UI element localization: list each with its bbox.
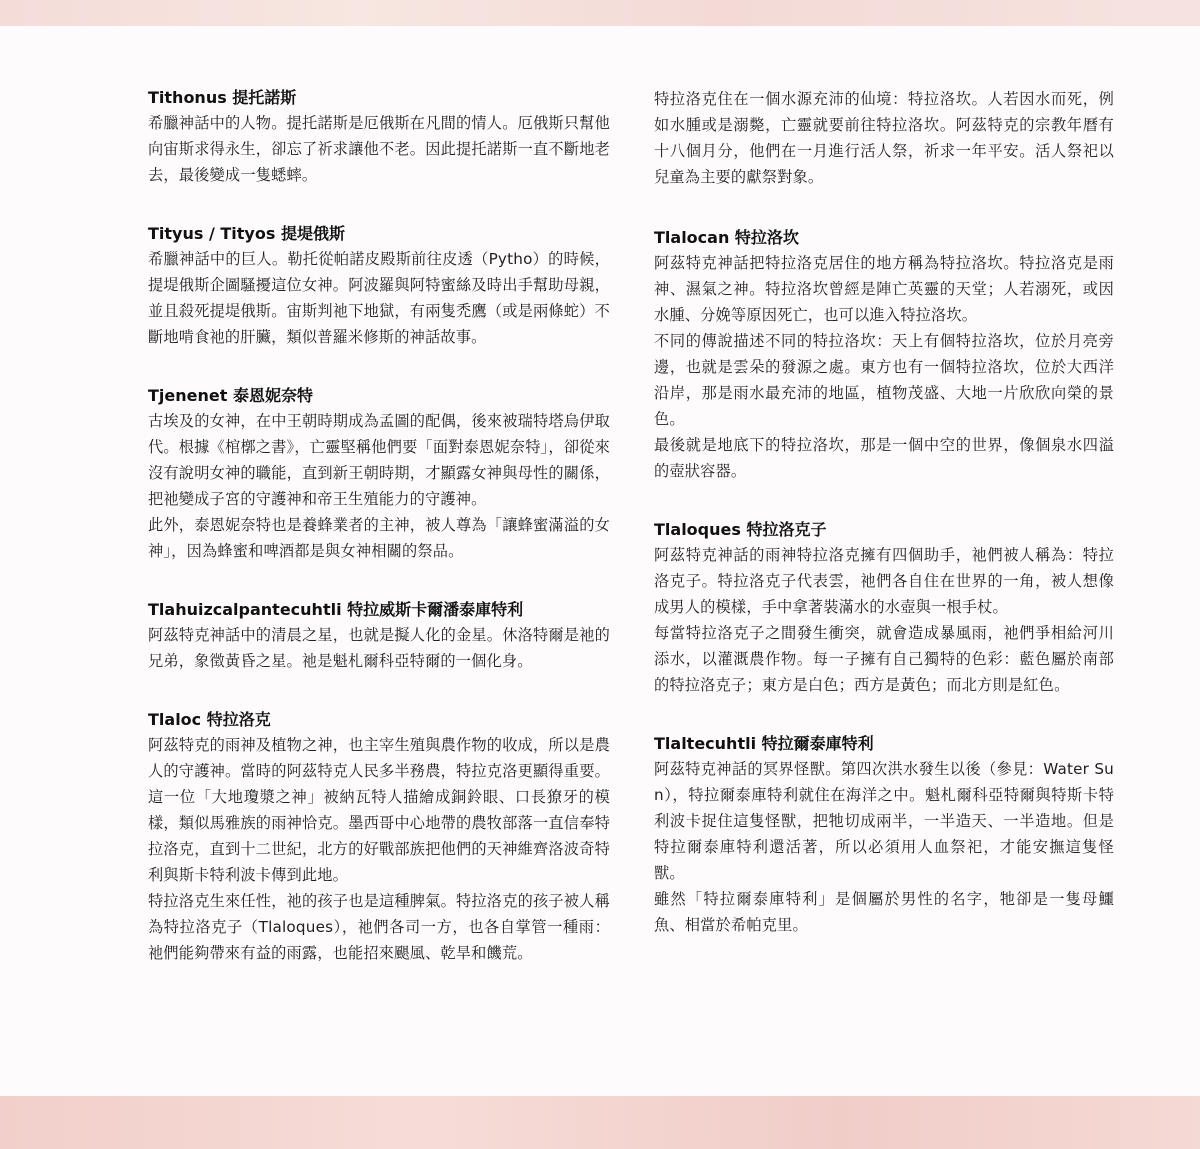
entry-tlahuizcalpantecuhtli — [148, 598, 610, 674]
entry-paragraph: 阿茲特克神話的雨神特拉洛克擁有四個助手，祂們被人稱為：特拉洛克子。特拉洛克子代表雲，祂們各自住在世界的一角，被人想像成男人的模樣，手中拿著裝滿水的水壺與一根手杖。 — [654, 546, 1114, 616]
entry-tlalocan — [654, 226, 1114, 484]
entry-paragraph: 阿茲特克神話把特拉洛克居住的地方稱為特拉洛坎。特拉洛克是雨神、濕氣之神。特拉洛坎曾經是陣亡英靈的天堂；人若溺死，或因水腫、分娩等原因死亡，也可以進入特拉洛坎。 — [654, 254, 1114, 324]
entry-heading: Tlahuizcalpantecuhtli 特拉威斯卡爾潘泰庫特利 — [148, 600, 524, 619]
entry-tlaloques — [654, 518, 1114, 698]
entry-tithonus — [148, 86, 610, 188]
entry-tlaloc — [148, 708, 610, 966]
entry-paragraph: 特拉洛克生來任性，祂的孩子也是這種脾氣。特拉洛克的孩子被人稱為特拉洛克子（Tlaloques），祂們各司一方，也各自掌管一種雨：祂們能夠帶來有益的雨露，也能招來颶風、乾旱和饑荒。 — [148, 892, 610, 962]
entry-heading: Tityus / Tityos 提堤俄斯 — [148, 224, 345, 243]
entry-paragraph: 此外，泰恩妮奈特也是養蜂業者的主神，被人尊為「讓蜂蜜滿溢的女神」，因為蜂蜜和啤酒都是與女神相關的祭品。 — [148, 516, 610, 560]
entry-heading: Tlalocan 特拉洛坎 — [654, 228, 799, 247]
right-column — [654, 86, 1114, 972]
entry-paragraph: 阿茲特克神話的冥界怪獸。第四次洪水發生以後（參見：Water Sun），特拉爾泰庫特利就住在海洋之中。魁札爾科亞特爾與特斯卡特利波卡捉住這隻怪獸，把牠切成兩半，一半造天、一半造地。但是特拉爾泰庫特利還活著，所以必須用人血祭祀，才能安撫這隻怪獸。 — [654, 760, 1114, 882]
entry-heading: Tithonus 提托諾斯 — [148, 88, 297, 107]
entry-tlaltecuhtli — [654, 732, 1114, 938]
entry-paragraph: 古埃及的女神，在中王朝時期成為孟圖的配偶，後來被瑞特塔烏伊取代。根據《棺槨之書》，亡靈堅稱他們要「面對泰恩妮奈特」，卻從來沒有說明女神的職能，直到新王朝時期，才顯露女神與母性的關係，把祂變成子宮的守護神和帝王生殖能力的守護神。 — [148, 412, 610, 508]
bottom-page-edge — [0, 1096, 1200, 1149]
entry-paragraph: 不同的傳說描述不同的特拉洛坎：天上有個特拉洛坎，位於月亮旁邊，也就是雲朵的發源之處。東方也有一個特拉洛坎，位於大西洋沿岸，那是雨水最充沛的地區，植物茂盛、大地一片欣欣向榮的景色。 — [654, 332, 1114, 428]
entry-heading: Tlaloques 特拉洛克子 — [654, 520, 827, 539]
entry-paragraph: 雖然「特拉爾泰庫特利」是個屬於男性的名字，牠卻是一隻母鱷魚、相當於希帕克里。 — [654, 890, 1114, 934]
entry-tityus — [148, 222, 610, 350]
entry-paragraph: 特拉洛克住在一個水源充沛的仙境：特拉洛坎。人若因水而死，例如水腫或是溺斃，亡靈就要前往特拉洛坎。阿茲特克的宗教年曆有十八個月分，他們在一月進行活人祭，祈求一年平安。活人祭祀以兒童為主要的獻祭對象。 — [654, 90, 1114, 186]
entry-tjenenet — [148, 384, 610, 564]
entry-heading: Tlaltecuhtli 特拉爾泰庫特利 — [654, 734, 874, 753]
entry-paragraph: 每當特拉洛克子之間發生衝突，就會造成暴風雨，祂們爭相給河川添水，以灌溉農作物。每一子擁有自己獨特的色彩：藍色屬於南部的特拉洛克子；東方是白色；西方是黃色；而北方則是紅色。 — [654, 624, 1114, 694]
entry-paragraph: 阿茲特克的雨神及植物之神，也主宰生殖與農作物的收成，所以是農人的守護神。當時的阿茲特克人民多半務農，特拉克洛更顯得重要。這一位「大地瓊漿之神」被納瓦特人描繪成銅鈴眼、口長獠牙的模樣，類似馬雅族的雨神恰克。墨西哥中心地帶的農牧部落一直信奉特拉洛克，直到十二世紀，北方的好戰部族把他們的天神維齊洛波奇特利與斯卡特利波卡傳到此地。 — [148, 736, 610, 884]
left-column — [148, 86, 610, 1000]
entry-tlaloc-continued — [654, 86, 1114, 190]
entry-heading: Tlaloc 特拉洛克 — [148, 710, 271, 729]
entry-paragraph: 希臘神話中的巨人。勒托從帕諾皮殿斯前往皮透（Pytho）的時候，提堤俄斯企圖騷擾這位女神。阿波羅與阿特蜜絲及時出手幫助母親，並且殺死提堤俄斯。宙斯判祂下地獄，有兩隻禿鷹（或是兩條蛇）不斷地啃食祂的肝臟，類似普羅米修斯的神話故事。 — [148, 250, 610, 346]
entry-heading: Tjenenet 泰恩妮奈特 — [148, 386, 313, 405]
top-page-edge — [0, 0, 1200, 26]
entry-paragraph: 希臘神話中的人物。提托諾斯是厄俄斯在凡間的情人。厄俄斯只幫他向宙斯求得永生，卻忘了祈求讓他不老。因此提托諾斯一直不斷地老去，最後變成一隻蟋蟀。 — [148, 114, 610, 184]
entry-paragraph: 最後就是地底下的特拉洛坎，那是一個中空的世界，像個泉水四溢的壺狀容器。 — [654, 436, 1114, 480]
entry-paragraph: 阿茲特克神話中的清晨之星，也就是擬人化的金星。休洛特爾是祂的兄弟，象徵黃昏之星。祂是魁札爾科亞特爾的一個化身。 — [148, 626, 610, 670]
